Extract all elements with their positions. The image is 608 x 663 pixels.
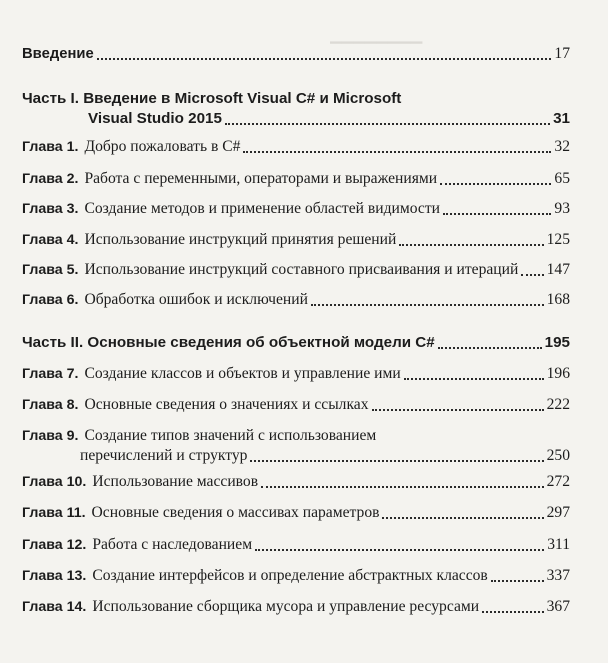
toc-part-1[interactable] [22,89,570,129]
chapter-title: Работа с наследованием [92,536,253,553]
chapter-label: Глава 4. [22,232,79,248]
toc-chapter-1[interactable] [22,137,570,157]
part-1-title-line-1: Часть I. Введение в Microsoft Visual C# и Microsoft [22,90,402,107]
part-2-page-number: 195 [544,334,570,351]
chapter-page-number: 196 [546,365,570,382]
chapter-title-continued: перечислений и структур [80,447,248,464]
chapter-label: Глава 13. [22,568,87,584]
chapter-title: Использование инструкций составного присваивания и итераций [84,261,519,278]
chapter-label: Глава 12. [22,537,87,553]
dot-leader [311,304,544,306]
chapter-title: Создание методов и применение областей видимости [84,200,440,217]
chapter-label: Глава 14. [22,599,87,615]
toc-chapter-6[interactable] [22,290,570,310]
chapter-page-number: 222 [546,396,570,413]
chapter-label: Глава 10. [22,474,87,490]
dot-leader [440,183,551,185]
chapter-label: Глава 7. [22,366,79,382]
dot-leader [404,378,544,380]
dot-leader [521,274,543,276]
dot-leader [250,460,543,462]
dot-leader [382,517,543,519]
chapter-label: Глава 11. [22,505,86,521]
chapter-page-number: 32 [554,138,570,155]
intro-page-number: 17 [554,45,570,62]
intro-title: Введение [22,46,94,62]
chapter-page-number: 367 [546,598,570,615]
toc-chapter-12[interactable] [22,535,570,555]
chapter-title: Использование массивов [92,473,259,490]
toc-chapter-14[interactable] [22,597,570,617]
dot-leader [482,611,544,613]
chapter-label: Глава 2. [22,171,79,187]
dot-leader [261,486,544,488]
dot-leader [491,580,544,582]
chapter-page-number: 272 [546,473,570,490]
toc-chapter-7[interactable] [22,364,570,384]
dot-leader [372,409,544,411]
chapter-page-number: 147 [546,261,570,278]
dot-leader [97,58,552,60]
chapter-label: Глава 8. [22,397,79,413]
chapter-title: Использование инструкций принятия решений [84,231,397,248]
dot-leader [243,151,551,153]
chapter-page-number: 65 [554,170,570,187]
chapter-title: Создание типов значений с использованием [84,427,377,444]
chapter-title: Использование сборщика мусора и управление ресурсами [92,598,480,615]
toc-chapter-10[interactable] [22,472,570,492]
chapter-title: Основные сведения о массивах параметров [91,504,380,521]
toc-part-2[interactable] [22,333,570,353]
chapter-page-number: 93 [554,200,570,217]
dot-leader [443,213,551,215]
dot-leader [399,244,543,246]
chapter-page-number: 125 [546,231,570,248]
toc-entry-introduction[interactable] [22,44,570,64]
chapter-label: Глава 9. [22,428,79,444]
chapter-page-number: 168 [546,291,570,308]
chapter-title: Основные сведения о значениях и ссылках [84,396,369,413]
chapter-title: Создание интерфейсов и определение абстрактных классов [92,567,488,584]
chapter-page-number: 337 [546,567,570,584]
dot-leader [438,347,542,349]
chapter-label: Глава 3. [22,201,79,217]
toc-chapter-5[interactable] [22,260,570,280]
chapter-page-number: 297 [546,504,570,521]
chapter-title: Добро пожаловать в C# [84,138,241,155]
chapter-page-number: 311 [547,536,570,553]
chapter-title: Обработка ошибок и исключений [84,291,308,308]
toc-chapter-3[interactable] [22,199,570,219]
toc-chapter-11[interactable] [22,503,570,523]
chapter-label: Глава 6. [22,292,79,308]
chapter-page-number: 250 [546,447,570,464]
chapter-title: Создание классов и объектов и управление ими [84,365,401,382]
toc-chapter-2[interactable] [22,169,570,189]
chapter-title: Работа с переменными, операторами и выражениями [84,170,438,187]
part-2-title: Часть II. Основные сведения об объектной модели C# [22,334,435,351]
toc-chapter-9[interactable] [22,426,570,466]
toc-chapter-4[interactable] [22,230,570,250]
toc-chapter-13[interactable] [22,566,570,586]
dot-leader [255,549,544,551]
dot-leader [225,123,550,125]
chapter-label: Глава 5. [22,262,79,278]
table-of-contents [22,0,570,663]
chapter-label: Глава 1. [22,139,79,155]
part-1-page-number: 31 [553,110,570,127]
part-1-title-line-2: Visual Studio 2015 [88,110,222,127]
toc-chapter-8[interactable] [22,395,570,415]
show-through-text: ▁▁▁▁▁▁▁▁ [330,28,423,44]
